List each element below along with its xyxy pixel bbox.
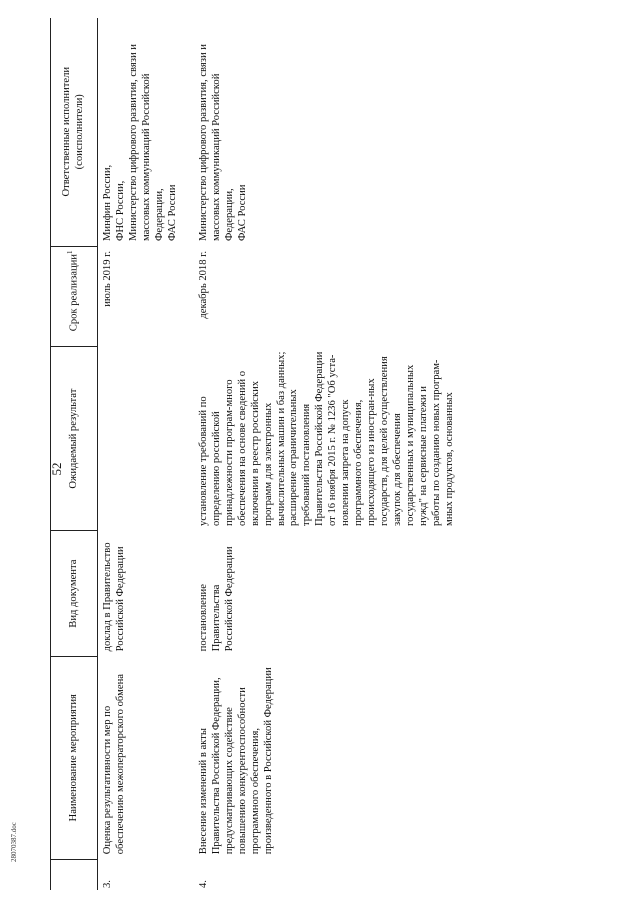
table-header-row bbox=[51, 18, 98, 890]
header-doc-type: Вид документа bbox=[51, 531, 98, 656]
page-number: 52 bbox=[49, 462, 64, 476]
rotated-table-container bbox=[50, 18, 625, 890]
header-executors: Ответственные исполнители (соисполнители) bbox=[51, 18, 98, 246]
row-term: декабрь 2018 г. bbox=[198, 251, 209, 319]
header-number bbox=[51, 859, 98, 890]
row-name: Внесение изменений в акты Правительства Российской Федерации, предусматривающих содействие повышению конкурентоспособности программного обеспечения, произведенного в Российской Федерации bbox=[198, 667, 274, 855]
header-term-label: Срок реализации bbox=[68, 254, 80, 332]
header-term-footnote: 1 bbox=[66, 250, 75, 255]
header-result: Ожидаемый результат bbox=[51, 346, 98, 531]
document-code: 28070387.doc bbox=[10, 822, 18, 862]
row-number: 3. bbox=[102, 880, 113, 888]
row-doc-type: постановление Правительства Российской Федерации bbox=[198, 546, 235, 652]
row-term: июль 2019 г. bbox=[102, 251, 113, 307]
table-row bbox=[98, 18, 195, 890]
row-result bbox=[98, 346, 195, 531]
row-name: Оценка результативности мер по обеспечению межоператорского обмена bbox=[102, 674, 126, 855]
row-executors: Министерство цифрового развития, связи и массовых коммуникаций Российской Федерации, ФАС России bbox=[198, 44, 248, 242]
header-term bbox=[51, 246, 98, 346]
table-row bbox=[194, 18, 460, 890]
header-name: Наименование мероприятия bbox=[51, 656, 98, 859]
row-number: 4. bbox=[198, 880, 209, 888]
measures-table bbox=[50, 18, 460, 890]
row-executors: Минфин России, ФНС России, Министерство цифрового развития, связи и массовых коммуникаций Российской Федерации, ФАС России bbox=[102, 44, 178, 242]
row-doc-type: доклад в Правительство Российской Федерации bbox=[102, 542, 126, 652]
row-result: установление требований по определению российской принадлежности програм-много обеспечения на основе сведений о включении в реестр российских программ для электронных вычислительных машин и баз данных; расширение ограничительных требований постановления Правительства Российской Федерации от 16 ноября 2015 г. № 1236 "Об уста-новлении запрета на допуск программного обеспечения, происходящего из иностран-ных государств, для целей осуществления закупок для обеспечения государственных и муниципальных нужд" на сервисные платежи и работы по созданию новых програм-мных продуктов, основанных bbox=[198, 351, 455, 526]
